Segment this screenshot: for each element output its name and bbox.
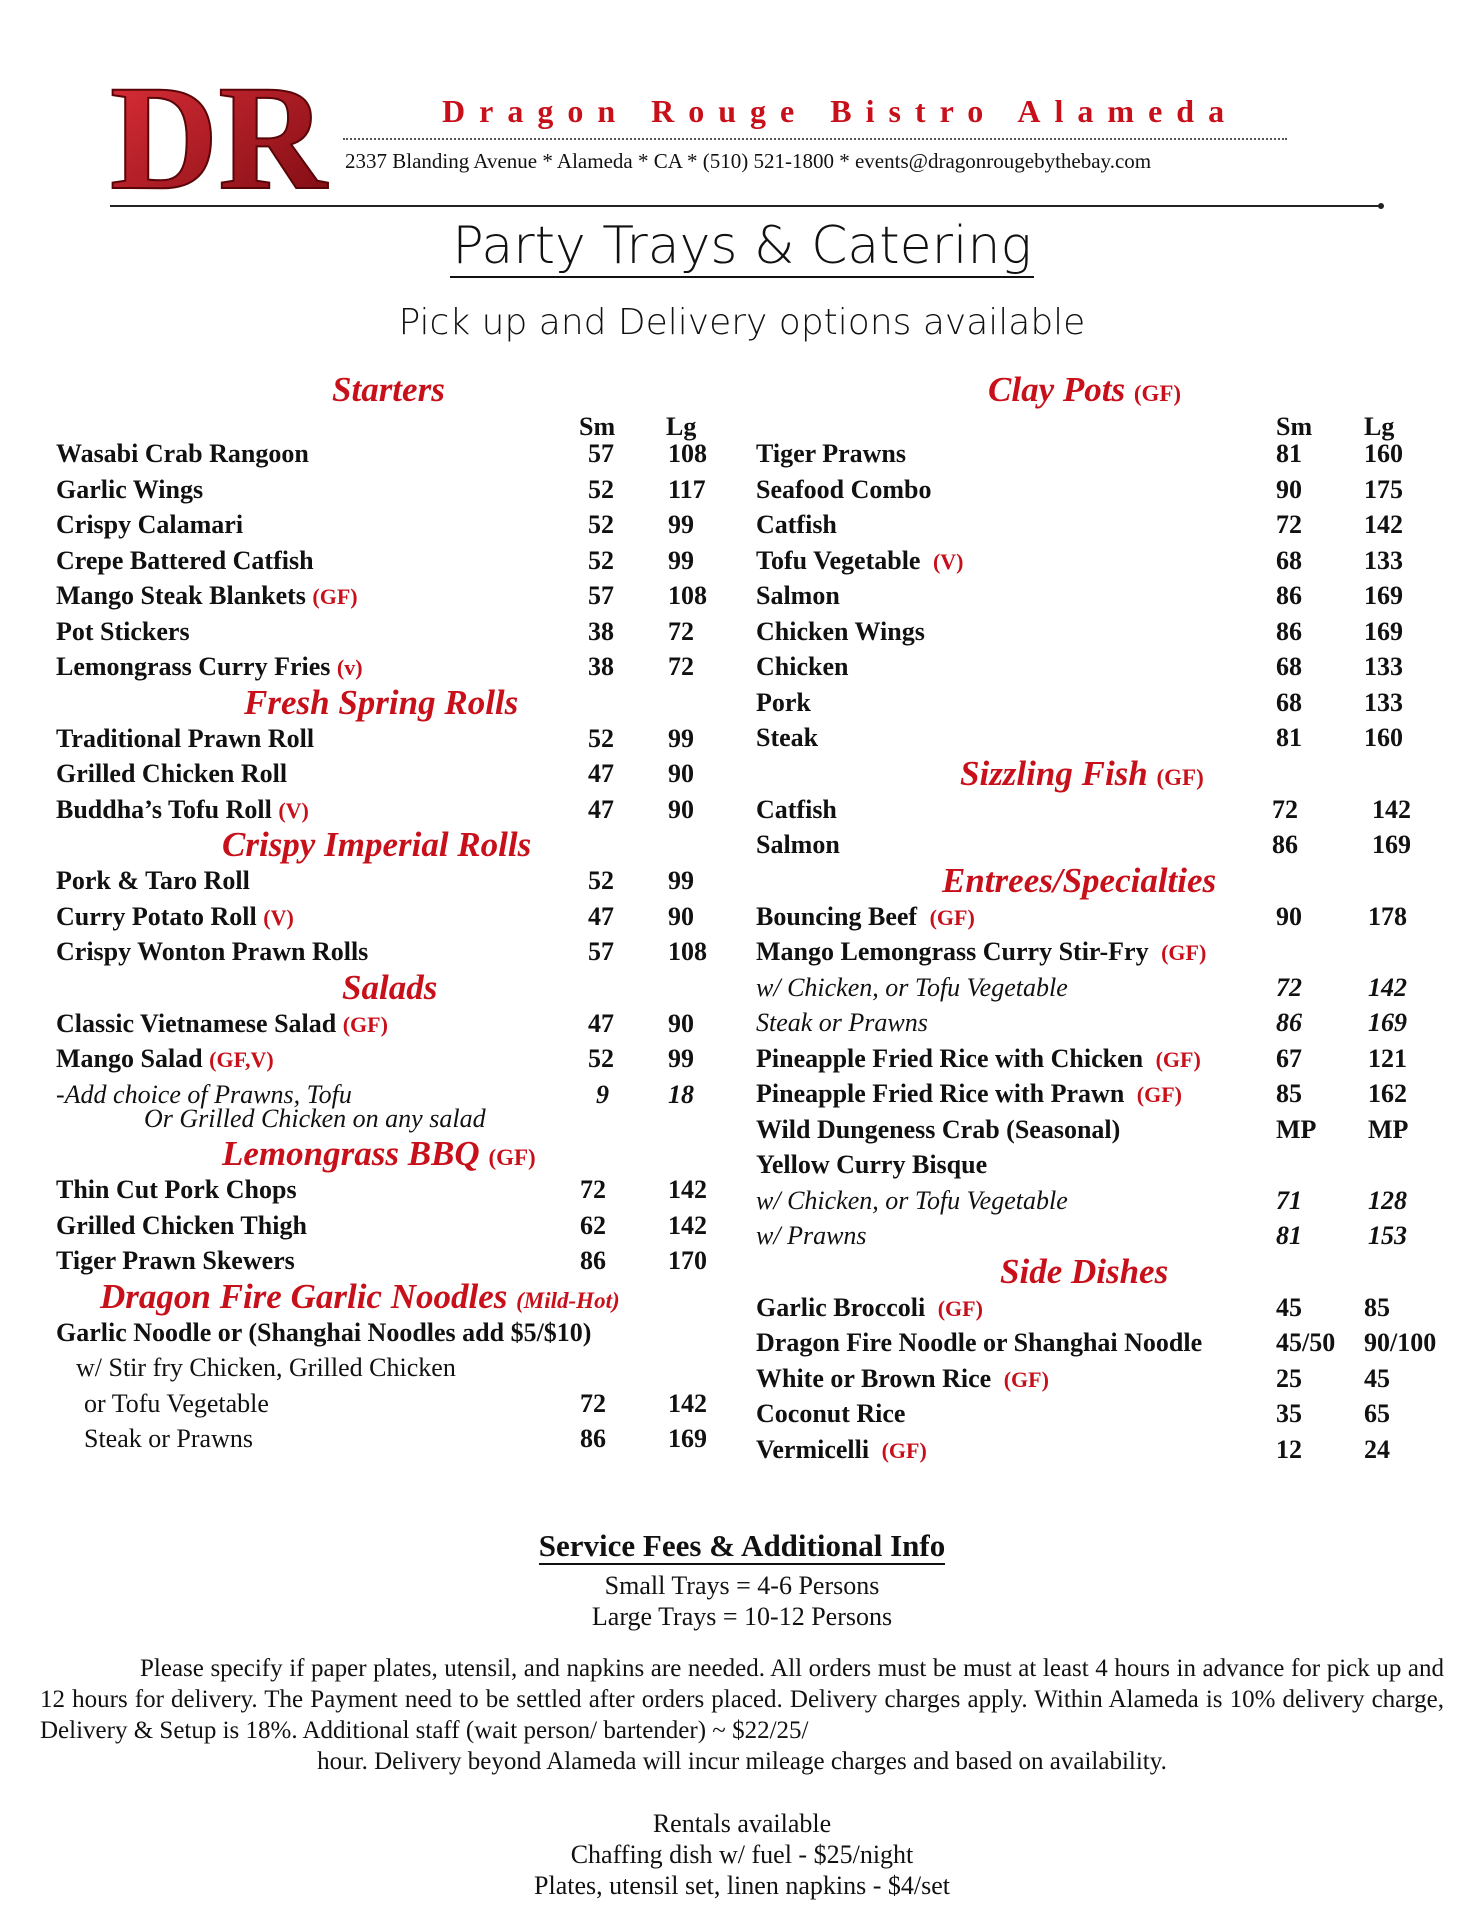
item-name xyxy=(56,1315,591,1351)
item-name xyxy=(756,1041,1201,1078)
section-title-text: Crispy Imperial Rolls xyxy=(222,825,532,864)
item-name xyxy=(56,507,243,543)
section-title xyxy=(56,1136,720,1172)
item-name-text: Pork xyxy=(756,687,811,717)
item-name-text: Garlic Noodle or (Shanghai Noodles add $5/$10) xyxy=(56,1317,592,1347)
menu-item xyxy=(756,649,1446,685)
menu-item xyxy=(756,1005,1446,1041)
item-name-text: Steak or Prawns xyxy=(756,1008,928,1037)
item-name-text: Tofu Vegetable xyxy=(756,545,921,575)
lg-label: Lg xyxy=(666,412,697,441)
large-price: 169 xyxy=(668,1424,707,1453)
item-name xyxy=(756,578,840,614)
small-price: 72 xyxy=(580,1175,606,1204)
large-price: 85 xyxy=(1364,1292,1390,1322)
small-price: 52 xyxy=(588,510,614,539)
menu-item xyxy=(756,970,1446,1006)
dotted-divider xyxy=(343,138,1287,140)
item-name-text: Wasabi Crab Rangoon xyxy=(56,439,309,468)
large-price: 133 xyxy=(1364,687,1403,717)
item-diet-tag: (GF) xyxy=(1136,1082,1182,1107)
menu-item xyxy=(56,1243,720,1279)
menu-item xyxy=(56,1041,720,1077)
large-price: 142 xyxy=(668,1388,707,1418)
item-diet-tag: (GF) xyxy=(312,584,358,609)
menu-item xyxy=(56,1208,720,1244)
small-price: 47 xyxy=(588,1008,614,1038)
item-name-text: Crispy Wonton Prawn Rolls xyxy=(56,937,369,966)
item-name-text: -Add choice of Prawns, Tofu xyxy=(56,1079,352,1109)
large-price: 128 xyxy=(1368,1185,1407,1215)
large-price: 45 xyxy=(1364,1363,1390,1393)
section-title-text: Clay Pots xyxy=(988,370,1126,409)
section-title xyxy=(56,682,720,722)
small-price: 45/50 xyxy=(1276,1328,1336,1357)
large-price: 160 xyxy=(1364,723,1403,752)
noodle-options xyxy=(56,1350,720,1386)
small-price: 72 xyxy=(1272,794,1298,824)
menu-item xyxy=(756,1076,1446,1112)
section-title xyxy=(756,1251,1446,1291)
large-price: 99 xyxy=(668,510,694,539)
item-name-text: Crepe Battered Catfish xyxy=(56,545,314,575)
large-price: 142 xyxy=(1364,510,1403,539)
item-diet-tag: (V) xyxy=(278,797,309,823)
sm-label: Sm xyxy=(1276,412,1313,441)
menu-item xyxy=(756,1112,1446,1148)
small-price: 81 xyxy=(1276,723,1302,752)
large-price: 117 xyxy=(668,474,706,504)
item-name-text: Pineapple Fried Rice with Prawn xyxy=(756,1079,1125,1108)
item-name xyxy=(56,1041,274,1078)
menu-item xyxy=(756,1041,1446,1077)
menu-item xyxy=(56,649,720,685)
large-price: 169 xyxy=(1364,616,1403,646)
item-name xyxy=(56,1172,297,1208)
small-price: 68 xyxy=(1276,652,1302,681)
small-price: 52 xyxy=(588,1044,614,1073)
item-name-text: w/ Chicken, or Tofu Vegetable xyxy=(756,1185,1068,1215)
item-name xyxy=(56,934,368,970)
item-name xyxy=(56,756,287,792)
menu-item xyxy=(756,685,1446,721)
item-name-text: Salmon xyxy=(756,581,840,610)
large-price: 108 xyxy=(668,439,707,468)
menu-item xyxy=(56,436,720,472)
item-name xyxy=(56,1208,307,1244)
item-name xyxy=(56,721,314,757)
rental-plates-set: Plates, utensil set, linen napkins - $4/set xyxy=(534,1871,950,1900)
contact-address: 2337 Blanding Avenue * Alameda * CA * (510) 521-1800 * events@dragonrougebythebay.com xyxy=(345,149,1152,173)
item-name xyxy=(756,507,837,543)
item-name xyxy=(756,1396,905,1432)
sm-label: Sm xyxy=(579,412,616,441)
small-price: 62 xyxy=(580,1210,606,1240)
section-diet-tag: (GF) xyxy=(1156,764,1204,790)
item-name-text: Steak xyxy=(756,723,819,752)
section-diet-tag: (Mild-Hot) xyxy=(516,1287,620,1313)
large-trays-info: Large Trays = 10-12 Persons xyxy=(591,1602,893,1631)
small-price: 86 xyxy=(1276,581,1302,610)
large-price: 169 xyxy=(1368,1008,1407,1037)
service-info-last-line: hour. Delivery beyond Alameda will incur mileage charges and based on availability. xyxy=(317,1748,1167,1775)
large-price: 108 xyxy=(668,581,707,610)
small-price: 81 xyxy=(1276,439,1302,468)
noodle-options-text: w/ Stir fry Chicken, Grilled Chicken xyxy=(76,1353,456,1382)
page-title: Party Trays & Catering xyxy=(452,216,1032,276)
small-price: 72 xyxy=(580,1388,606,1418)
small-price: 25 xyxy=(1276,1363,1302,1393)
menu-item xyxy=(756,436,1446,472)
item-name xyxy=(756,685,811,721)
item-name-text: Bouncing Beef xyxy=(756,901,918,931)
item-name xyxy=(756,1005,928,1041)
menu-item xyxy=(56,1315,720,1351)
item-name xyxy=(756,1218,867,1254)
item-name xyxy=(756,792,837,828)
item-name-text: Tiger Prawns xyxy=(756,439,906,468)
small-price: 47 xyxy=(588,759,614,788)
item-name-text: Steak or Prawns xyxy=(84,1424,253,1453)
item-name-text: Seafood Combo xyxy=(756,474,932,504)
item-name-text: Grilled Chicken Thigh xyxy=(56,1210,307,1240)
section-title xyxy=(56,967,720,1007)
left-column xyxy=(56,372,720,1457)
large-price: 99 xyxy=(668,866,694,895)
small-price: 86 xyxy=(1272,830,1298,859)
menu-item xyxy=(756,1147,1446,1183)
item-name-text: w/ Chicken, or Tofu Vegetable xyxy=(756,972,1068,1002)
item-name-text: Pineapple Fried Rice with Chicken xyxy=(756,1043,1144,1073)
large-price: 18 xyxy=(668,1079,694,1109)
item-name xyxy=(84,1386,269,1422)
item-name-text: or Tofu Vegetable xyxy=(84,1388,269,1418)
small-price: 38 xyxy=(588,616,614,646)
item-name-text: Buddha’s Tofu Roll xyxy=(56,794,272,824)
service-info-paragraph xyxy=(40,1653,1444,1777)
menu-item xyxy=(756,899,1446,935)
small-price: 52 xyxy=(588,723,614,753)
item-name xyxy=(756,970,1068,1006)
menu-item xyxy=(56,472,720,508)
item-name-text: Curry Potato Roll xyxy=(56,901,257,931)
header-rule xyxy=(110,205,1380,207)
menu-item xyxy=(756,1396,1446,1432)
section-title xyxy=(56,827,720,863)
menu-item xyxy=(56,721,720,757)
item-name xyxy=(56,543,314,579)
menu-item xyxy=(756,792,1446,828)
menu-item xyxy=(56,614,720,650)
item-name-text: Chicken xyxy=(756,652,849,681)
large-price: 142 xyxy=(1368,972,1407,1002)
section-title-text: Sizzling Fish xyxy=(960,753,1148,793)
section-diet-tag: (GF) xyxy=(488,1145,536,1170)
item-name-text: w/ Prawns xyxy=(756,1221,867,1250)
large-price: 99 xyxy=(668,723,694,753)
large-price: 142 xyxy=(668,1210,707,1240)
restaurant-name: Dragon Rouge Bistro Alameda xyxy=(442,93,1239,129)
large-price: 72 xyxy=(668,616,694,646)
item-name-text: Garlic Wings xyxy=(56,474,204,504)
dragon-rouge-logo xyxy=(108,48,327,221)
item-name xyxy=(756,1147,987,1183)
service-fees-heading: Service Fees & Additional Info xyxy=(538,1528,946,1563)
dr-logo-icon xyxy=(108,48,327,221)
menu-item xyxy=(56,899,720,935)
large-price: 142 xyxy=(1372,794,1411,824)
item-name-text: Mango Salad xyxy=(56,1044,203,1073)
small-price: 47 xyxy=(588,794,614,824)
section-title xyxy=(756,860,1446,900)
small-price: 9 xyxy=(596,1079,609,1109)
salad-addon-note: Or Grilled Chicken on any salad xyxy=(144,1104,486,1133)
item-name xyxy=(56,614,190,650)
item-name-text: Catfish xyxy=(756,510,837,539)
item-name-text: Yellow Curry Bisque xyxy=(756,1150,988,1179)
item-diet-tag: (V) xyxy=(263,904,294,930)
item-name xyxy=(56,792,309,829)
item-name xyxy=(756,436,906,472)
item-name-text: Dragon Fire Noodle or Shanghai Noodle xyxy=(756,1328,1203,1357)
item-name xyxy=(756,934,1206,971)
item-diet-tag: (GF) xyxy=(1003,1366,1049,1392)
small-price: MP xyxy=(1276,1114,1317,1144)
large-price: 160 xyxy=(1364,439,1403,468)
large-price: 24 xyxy=(1364,1434,1390,1464)
large-price: 99 xyxy=(668,1044,694,1073)
item-diet-tag: (V) xyxy=(932,548,964,574)
section-title-text: Entrees/Specialties xyxy=(942,860,1217,900)
item-name xyxy=(756,899,975,936)
small-price: 86 xyxy=(1276,616,1302,646)
item-name-text: Grilled Chicken Roll xyxy=(56,759,288,788)
small-price: 67 xyxy=(1276,1043,1302,1073)
small-price: 68 xyxy=(1276,687,1302,717)
section-title xyxy=(56,1276,720,1316)
item-diet-tag: (GF,V) xyxy=(209,1047,274,1072)
item-diet-tag: (v) xyxy=(336,655,363,680)
section-title-text: Fresh Spring Rolls xyxy=(244,682,519,722)
small-price: 45 xyxy=(1276,1292,1302,1322)
item-name xyxy=(756,1183,1068,1219)
item-name-text: Crispy Calamari xyxy=(56,510,244,539)
large-price: 175 xyxy=(1364,474,1403,504)
item-diet-tag: (GF) xyxy=(342,1011,388,1037)
item-name xyxy=(756,472,932,508)
menu-item xyxy=(56,756,720,792)
item-name xyxy=(756,649,848,685)
menu-item xyxy=(56,507,720,543)
menu-item xyxy=(756,543,1446,579)
small-price: 57 xyxy=(588,937,614,966)
item-name xyxy=(756,1325,1202,1361)
large-price: 162 xyxy=(1368,1079,1407,1108)
small-price: 68 xyxy=(1276,545,1302,575)
small-price: 35 xyxy=(1276,1399,1302,1428)
large-price: MP xyxy=(1368,1114,1409,1144)
item-name-text: Vermicelli xyxy=(756,1434,870,1464)
item-name xyxy=(756,543,964,580)
menu-item xyxy=(756,1218,1446,1254)
small-price: 81 xyxy=(1276,1221,1302,1250)
section-title-text: Side Dishes xyxy=(1000,1251,1169,1291)
small-price: 52 xyxy=(588,545,614,575)
menu-item xyxy=(756,1290,1446,1326)
menu-item xyxy=(756,578,1446,614)
menu-item xyxy=(56,1386,720,1422)
size-header xyxy=(756,408,1446,441)
small-trays-info: Small Trays = 4-6 Persons xyxy=(604,1571,880,1600)
small-price: 52 xyxy=(588,866,614,895)
section-title-text: Starters xyxy=(332,370,445,409)
item-name-text: Salmon xyxy=(756,830,840,859)
small-price: 86 xyxy=(1276,1008,1302,1037)
large-price: 178 xyxy=(1368,901,1407,931)
menu-item xyxy=(56,543,720,579)
menu-item xyxy=(756,827,1446,863)
menu-item xyxy=(756,1432,1446,1468)
item-name-text: Garlic Broccoli xyxy=(756,1292,926,1322)
large-price: 65 xyxy=(1364,1399,1390,1428)
item-name xyxy=(56,578,358,615)
item-name-text: Classic Vietnamese Salad xyxy=(56,1008,337,1038)
large-price: 133 xyxy=(1364,652,1403,681)
item-name xyxy=(84,1421,253,1457)
section-title-text: Lemongrass BBQ xyxy=(222,1134,480,1173)
small-price: 86 xyxy=(580,1246,606,1275)
item-name xyxy=(756,1112,1120,1148)
item-name xyxy=(756,1361,1049,1398)
menu-item xyxy=(56,578,720,614)
large-price: 170 xyxy=(668,1246,707,1275)
section-title xyxy=(56,372,720,408)
small-price: 72 xyxy=(1276,972,1302,1002)
item-diet-tag: (GF) xyxy=(881,1437,927,1463)
item-name-text: Pork & Taro Roll xyxy=(56,866,250,895)
large-price: 90/100 xyxy=(1364,1328,1437,1357)
menu-item xyxy=(56,934,720,970)
item-diet-tag: (GF) xyxy=(929,904,975,930)
small-price: 57 xyxy=(588,439,614,468)
right-column xyxy=(756,372,1446,1467)
item-name-text: Mango Steak Blankets xyxy=(56,581,306,610)
small-price: 57 xyxy=(588,581,614,610)
section-title-text: Salads xyxy=(342,967,438,1007)
item-name xyxy=(756,720,818,756)
item-name xyxy=(56,472,203,508)
item-name xyxy=(756,827,840,863)
menu-item xyxy=(756,1361,1446,1397)
item-name-text: Coconut Rice xyxy=(756,1399,906,1428)
large-price: 90 xyxy=(668,1008,694,1038)
large-price: 72 xyxy=(668,652,694,681)
menu-item xyxy=(56,1421,720,1457)
menu-item xyxy=(756,934,1446,970)
svg-text:DR: DR xyxy=(110,55,327,221)
item-name xyxy=(56,649,363,686)
large-price: 169 xyxy=(1372,830,1411,859)
item-name-text: Catfish xyxy=(756,794,837,824)
menu-item xyxy=(56,863,720,899)
item-name xyxy=(756,1290,983,1327)
item-name xyxy=(56,899,294,936)
small-price: 52 xyxy=(588,474,614,504)
menu-item xyxy=(756,1325,1446,1361)
small-price: 72 xyxy=(1276,510,1302,539)
section-diet-tag: (GF) xyxy=(1133,381,1182,406)
menu-item xyxy=(56,1006,720,1042)
large-price: 90 xyxy=(668,759,694,788)
menu-item xyxy=(756,1183,1446,1219)
item-name xyxy=(56,1006,388,1043)
small-price: 47 xyxy=(588,901,614,931)
size-header xyxy=(56,408,720,441)
small-price: 90 xyxy=(1276,901,1302,931)
section-title-text: Dragon Fire Garlic Noodles xyxy=(100,1276,508,1316)
item-name-text: Traditional Prawn Roll xyxy=(56,723,315,753)
item-name-text: Thin Cut Pork Chops xyxy=(56,1175,297,1204)
item-name-text: Tiger Prawn Skewers xyxy=(56,1246,295,1275)
item-name xyxy=(756,1432,927,1469)
item-name-text: Lemongrass Curry Fries xyxy=(56,652,331,681)
small-price: 85 xyxy=(1276,1079,1302,1108)
small-price: 38 xyxy=(588,652,614,681)
large-price: 169 xyxy=(1364,581,1403,610)
large-price: 108 xyxy=(668,937,707,966)
section-title xyxy=(756,753,1446,793)
menu-item xyxy=(56,792,720,828)
lg-label: Lg xyxy=(1364,412,1395,441)
small-price: 86 xyxy=(580,1424,606,1453)
large-price: 99 xyxy=(668,545,694,575)
item-name-text: Mango Lemongrass Curry Stir-Fry xyxy=(756,937,1149,966)
rentals-title: Rentals available xyxy=(652,1809,832,1838)
item-name xyxy=(756,614,925,650)
large-price: 133 xyxy=(1364,545,1403,575)
section-title xyxy=(756,372,1446,408)
item-diet-tag: (GF) xyxy=(1161,940,1207,965)
menu-item xyxy=(56,1172,720,1208)
item-name xyxy=(56,436,309,472)
item-name xyxy=(756,1076,1182,1113)
large-price: 153 xyxy=(1368,1221,1407,1250)
small-price: 90 xyxy=(1276,474,1302,504)
item-name-text: Wild Dungeness Crab (Seasonal) xyxy=(756,1114,1121,1144)
item-diet-tag: (GF) xyxy=(1155,1046,1201,1072)
service-info-text: Please specify if paper plates, utensil, and napkins are needed. All orders must be must at least 4 hours in advance for pick up and 12 hours for delivery. The Payment need to be settled after orders placed. Delivery charges apply. Within Alameda is 10% delivery charge, Delivery & Setup is 18%. Additional staff (wait person/ bartender) ~ $22/25/ xyxy=(40,1655,1444,1744)
item-name-text: White or Brown Rice xyxy=(756,1363,992,1393)
rental-chaffing-dish: Chaffing dish w/ fuel - $25/night xyxy=(570,1840,914,1869)
menu-item xyxy=(756,614,1446,650)
large-price: 90 xyxy=(668,794,694,824)
small-price: 71 xyxy=(1276,1185,1302,1215)
small-price: 12 xyxy=(1276,1434,1302,1464)
item-name xyxy=(56,863,250,899)
item-name-text: Pot Stickers xyxy=(56,616,190,646)
menu-item xyxy=(756,720,1446,756)
page-subtitle: Pick up and Delivery options available xyxy=(398,302,1086,343)
large-price: 142 xyxy=(668,1175,707,1204)
menu-item xyxy=(756,507,1446,543)
large-price: 121 xyxy=(1368,1043,1407,1073)
item-name-text: Chicken Wings xyxy=(756,616,925,646)
item-name xyxy=(56,1243,295,1279)
item-diet-tag: (GF) xyxy=(937,1295,983,1321)
large-price: 90 xyxy=(668,901,694,931)
menu-item xyxy=(756,472,1446,508)
